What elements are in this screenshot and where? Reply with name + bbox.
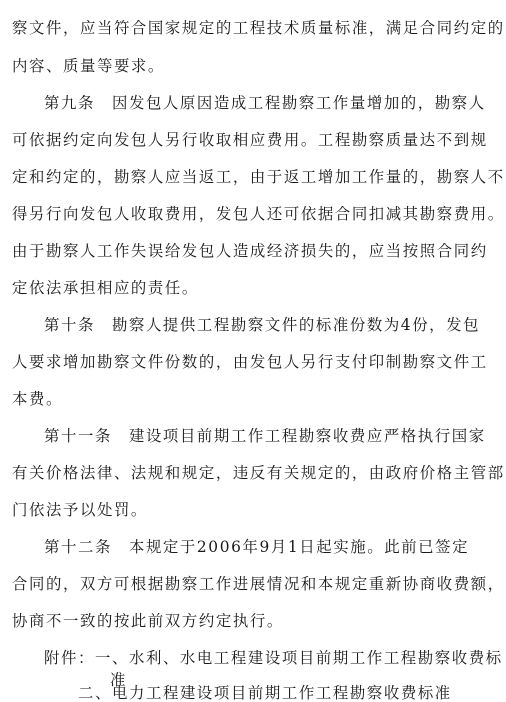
attachment-line-2: 二、电力工程建设项目前期工作工程勘察收费标准 [78, 684, 452, 702]
text-line: 可依据约定向发包人另行收取相应费用。工程勘察质量达不到规 [12, 131, 488, 149]
text-line: 得另行向发包人收取费用，发包人还可依据合同扣减其勘察费用。 [12, 205, 505, 223]
text-line: 本费。 [12, 390, 63, 408]
article-11-heading-line: 第十一条 建设项目前期工作工程勘察收费应严格执行国家 [44, 427, 486, 445]
text-line: 内容、质量等要求。 [12, 57, 165, 75]
attachment-line-1: 附件：一、水利、水电工程建设项目前期工作工程勘察收费标 [44, 649, 503, 667]
text-line: 协商不一致的按此前双方约定执行。 [12, 612, 284, 630]
text-line: 由于勘察人工作失误给发包人造成经济损失的，应当按照合同约 [12, 242, 488, 260]
article-12-heading-line: 第十二条 本规定于2006年9月1日起实施。此前已签定 [44, 538, 470, 556]
attachment-line-1-cont: 准 [110, 671, 127, 689]
article-10-heading-line: 第十条 勘察人提供工程勘察文件的标准份数为4份，发包 [44, 316, 481, 334]
text-line: 人要求增加勘察文件份数的，由发包人另行支付印制勘察文件工 [12, 353, 488, 371]
text-line: 有关价格法律、法规和规定，违反有关规定的，由政府价格主管部 [12, 464, 505, 482]
text-line: 定依法承担相应的责任。 [12, 279, 199, 297]
article-9-heading-line: 第九条 因发包人原因造成工程勘察工作量增加的，勘察人 [44, 94, 486, 112]
text-line: 定和约定的，勘察人应当返工，由于返工增加工作量的，勘察人不 [12, 168, 505, 186]
text-line: 合同的，双方可根据勘察工作进展情况和本规定重新协商收费额， [12, 575, 505, 593]
text-line: 门依法予以处罚。 [12, 501, 148, 519]
text-line: 察文件，应当符合国家规定的工程技术质量标准，满足合同约定的 [12, 19, 505, 37]
